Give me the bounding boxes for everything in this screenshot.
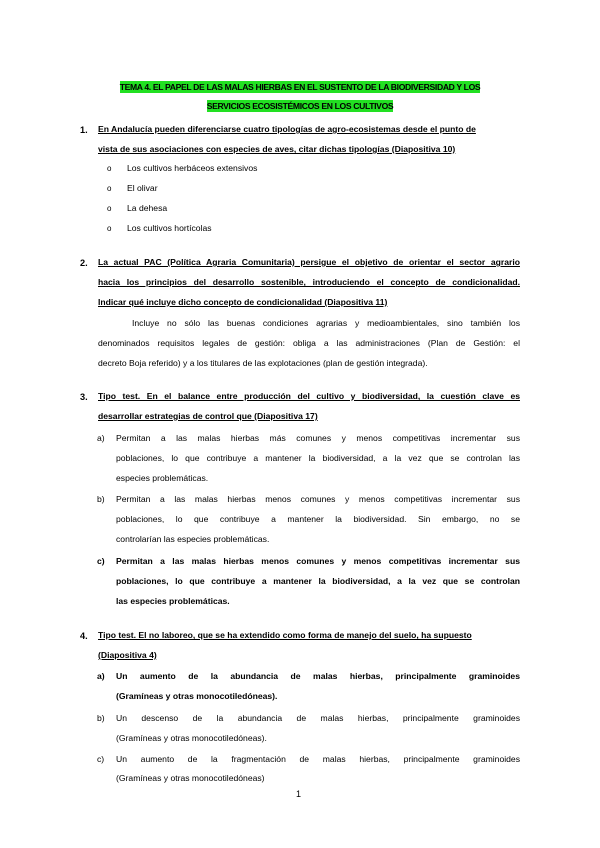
option-line: especies problemáticas. [116,473,209,483]
title-line-1: TEMA 4. EL PAPEL DE LAS MALAS HIERBAS EN EL SUSTENTO DE LA BIODIVERSIDAD Y LOS [119,82,481,92]
question-2-line-2: hacia los principios del desarrollo sostenible, introduciendo el concepto de condicionalidad. [98,277,520,287]
option-line: poblaciones, lo que contribuye a mantener la biodiversidad, a la vez que se controlan [116,576,520,586]
option-line: Permitan a las malas hierbas menos comunes y menos competitivas incrementar sus [116,494,520,504]
option-line: poblaciones, lo que contribuye a mantener la biodiversidad, a la vez que se controlan las [116,453,520,463]
option-a-label: a) [97,433,105,443]
list-item: Los cultivos hortícolas [127,223,212,233]
option-line: (Gramíneas y otras monocotiledóneas). [116,733,267,743]
option-line: Un aumento de la abundancia de malas hierbas, principalmente graminoides [116,671,520,681]
list-item: La dehesa [127,203,168,213]
question-2-line-3: Indicar qué incluye dicho concepto de condicionalidad (Diapositiva 11) [98,297,388,307]
option-a-label: a) [97,671,105,681]
option-c-label: c) [97,754,105,764]
question-3-number: 3. [80,392,88,402]
answer-line: Incluye no sólo las buenas condiciones agrarias y medioambientales, sino también los [132,318,520,328]
option-b-label: b) [97,494,105,504]
answer-line: decreto Boja referido) y a los titulares de las explotaciones (plan de gestión integrada). [98,358,428,368]
option-line: Permitan a las malas hierbas más comunes y menos competitivas incrementar sus [116,433,520,443]
question-1-line-1: En Andalucía pueden diferenciarse cuatro tipologías de agro-ecosistemas desde el punto de [98,124,476,134]
question-1-number: 1. [80,125,88,135]
option-line: Un descenso de la abundancia de malas hierbas, principalmente graminoides [116,713,520,723]
bullet-icon: o [107,224,112,233]
option-c-label: c) [97,556,105,566]
option-line: Permitan a las malas hierbas menos comunes y menos competitivas incrementar sus [116,556,520,566]
option-line: controlarían las especies problemáticas. [116,534,270,544]
bullet-icon: o [107,184,112,193]
list-item: Los cultivos herbáceos extensivos [127,163,258,173]
option-b-label: b) [97,713,105,723]
option-line: las especies problemáticas. [116,596,230,606]
option-line: (Gramíneas y otras monocotiledóneas). [116,691,278,701]
option-line: (Gramíneas y otras monocotiledóneas) [116,773,265,783]
option-line: poblaciones, lo que contribuye a mantener la biodiversidad. Sin embargo, no se [116,514,520,524]
question-3-line-1: Tipo test. En el balance entre producción del cultivo y biodiversidad, la cuestión clave es [98,391,520,401]
page-number: 1 [296,789,302,799]
question-4-line-2: (Diapositiva 4) [98,650,157,660]
answer-line: denominados requisitos legales de gestión: obliga a las administraciones (Plan de Gestión: el [98,338,520,348]
bullet-icon: o [107,164,112,173]
question-1-line-2: vista de sus asociaciones con especies de aves, citar dichas tipologías (Diapositiva 10) [98,144,456,154]
question-4-number: 4. [80,631,88,641]
question-4-line-1: Tipo test. El no laboreo, que se ha extendido como forma de manejo del suelo, ha supuesto [98,630,472,640]
question-2-line-1: La actual PAC (Política Agraria Comunitaria) persigue el objetivo de orientar el sector agrario [98,257,520,267]
question-2-number: 2. [80,258,88,268]
option-line: Un aumento de la fragmentación de malas hierbas, principalmente graminoides [116,754,520,764]
bullet-icon: o [107,204,112,213]
question-3-line-2: desarrollar estrategias de control que (Diapositiva 17) [98,411,318,421]
title-line-2: SERVICIOS ECOSISTÉMICOS EN LOS CULTIVOS [206,101,394,111]
list-item: El olivar [127,183,158,193]
